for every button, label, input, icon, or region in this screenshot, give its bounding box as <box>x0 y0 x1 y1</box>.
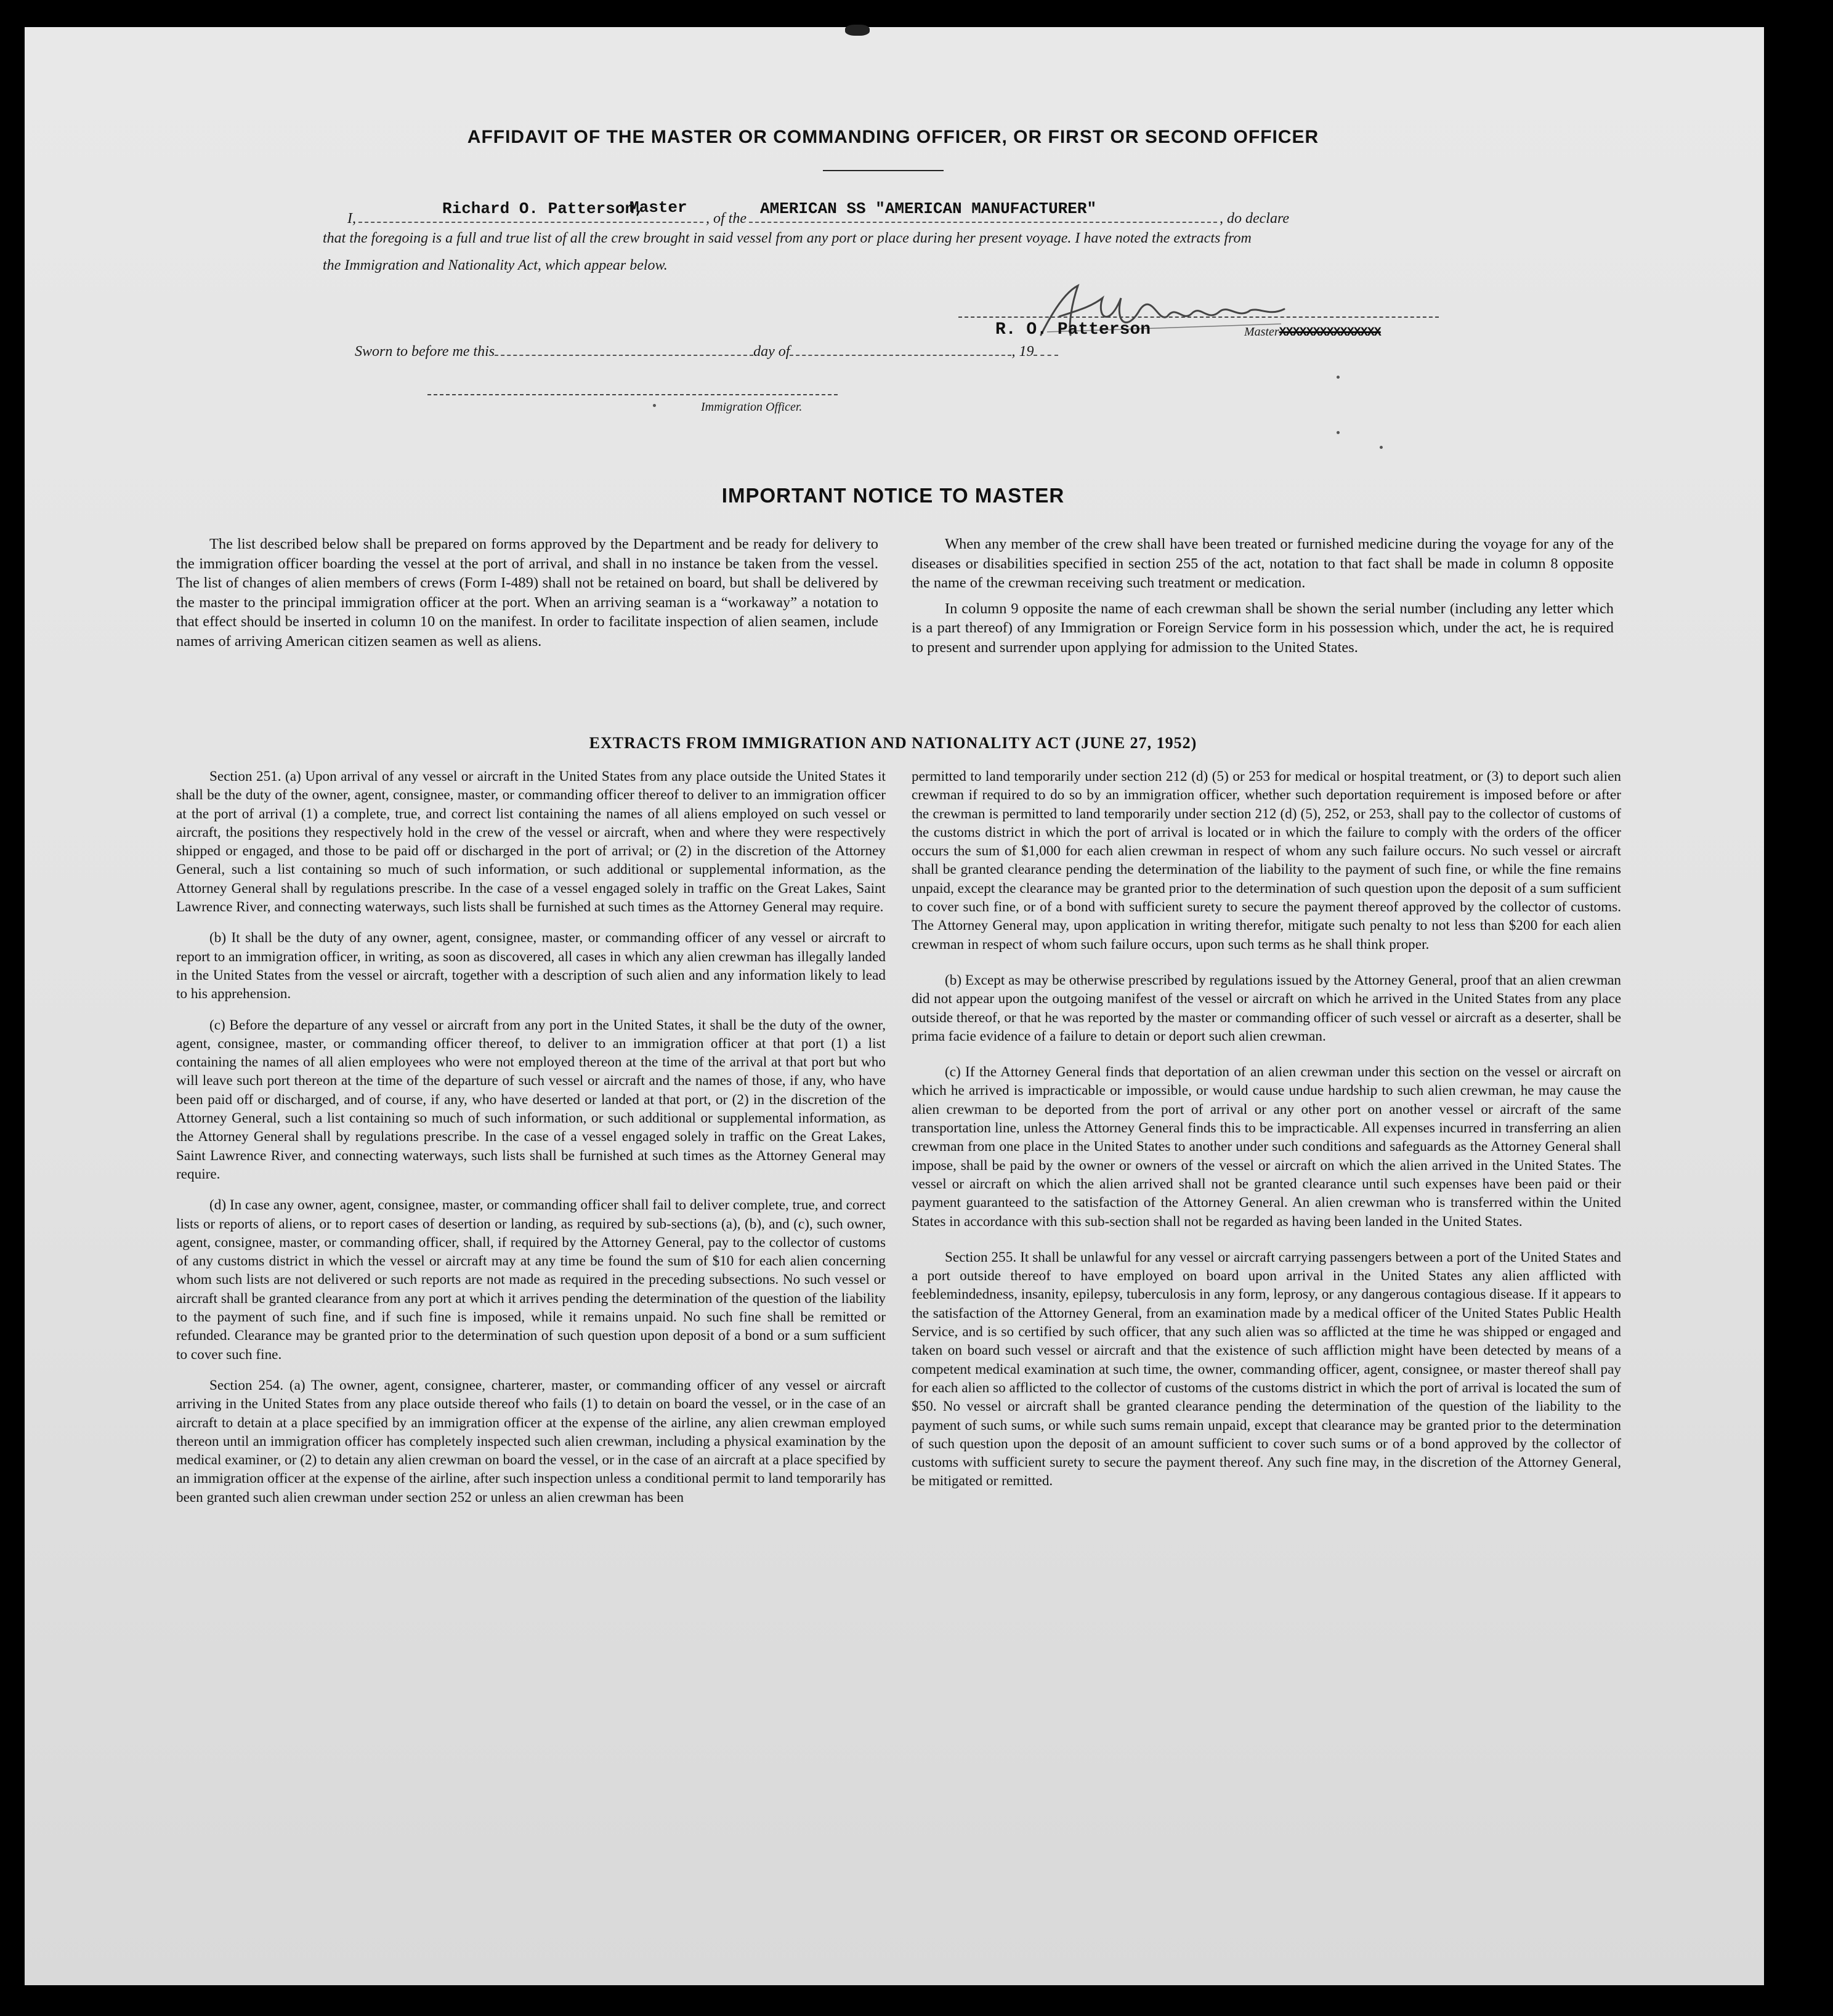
master-title-line <box>1244 325 1381 340</box>
notice-left-paragraph: The list described below shall be prepared on forms approved by the Department and be ready for delivery to the immigration officer boarding the vessel at the port of arrival, and shall in no instance be taken from the vessel. The list of changes of alien members of crews (Form I-489) shall not be retained on board, but shall be delivered by the master to the principal immigration officer at the port. When an arriving seaman is a “workaway” a notation to that effect should be inserted in column 10 on the manifest. In order to facilitate inspection of alien seamen, include names of arriving American citizen seamen as well as aliens. <box>176 536 878 650</box>
document-page <box>25 27 1764 1985</box>
section-255: Section 255. It shall be unlawful for any vessel or aircraft carrying passengers between a port of the United States and a port outside thereof to have employed on board upon arrival in the United States any alien afflicted with feeblemindedness, insanity, epilepsy, tuberculosis in any form, leprosy, or any dangerous contagious disease. If it appears to the satisfaction of the Attorney General, from an examination made by a medical officer of the United States Public Health Service, and is so certified by such officer, that any such alien was so afflicted at the time he was shipped or engaged and taken on board such vessel or aircraft and that the existence of such affliction might have been detected by means of a competent medical examination at such time, the owner, commanding officer, agent, consignee, or master thereof shall pay for each alien so afflicted to the collector of customs of the customs district in which the port of arrival is located the sum of $50. No vessel or aircraft shall be granted clearance pending the determination of the question of the liability to the payment of such sums, or while such sums remain unpaid, except that clearance may be granted prior to the determination of such question upon the deposit of an amount sufficient to cover such sums or of a bond approved by the collector of customs with sufficient surety to secure the payment thereof. Any such fine may, in the discretion of the Attorney General, be mitigated or remitted. <box>912 1249 1621 1490</box>
declaration-line-1 <box>347 198 1481 227</box>
extracts-right-column <box>912 767 1621 1503</box>
declare-prefix: I, <box>347 211 356 227</box>
notice-title: IMPORTANT NOTICE TO MASTER <box>721 484 1065 507</box>
typed-signature: R. O. Patterson <box>995 320 1151 339</box>
sworn-day-field <box>495 355 753 356</box>
section-251-c: (c) Before the departure of any vessel or aircraft from any port in the United States, it shall be the duty of the owner, agent, consignee, master, or commanding officer thereof, to deliver to an immigration officer at that port (1) a list containing the names of all alien employees who were not employed thereon at the time of the arrival at that port but who will leave such port thereon at the time of the departure of such vessel or aircraft and the names of those, if any, who have been paid off or discharged, and of course, if any, who have deserted or landed at that port, or (2) in the discretion of the Attorney General, such a list containing so much of such information, or such additional or supplemental information, as the Attorney General shall by regulations prescribe. In the case of a vessel engaged solely in traffic on the Great Lakes, Saint Lawrence River, and connecting waterways, such lists shall be furnished at such times as the Attorney General may require. <box>176 1017 886 1182</box>
section-251-d: (d) In case any owner, agent, consignee, master, or commanding officer shall fail to deliver complete, true, and correct lists or reports of aliens, or to report cases of desertion or landing, as required by sub-sections (a), (b), and (c), such owner, agent, consignee, master, or commanding officer, shall, if required by the Attorney General, pay to the collector of customs of any customs district in which the vessel or aircraft may at any time be found the sum of $10 for each alien concerning whom such lists are not delivered or such reports are not made as required in the preceding subsections. No such vessel or aircraft shall be granted clearance from any port at which it arrives pending the determination of the question of the liability to the payment of such fine, and if such fine is imposed, while it remains unpaid. No such fine shall be remitted or refunded. Clearance may be granted prior to the determination of such question upon deposit of a bond or a sum sufficient to cover such fine. <box>176 1197 886 1363</box>
extracts-title: EXTRACTS FROM IMMIGRATION AND NATIONALITY ACT (JUNE 27, 1952) <box>589 734 1197 752</box>
officer-signature-line <box>427 394 838 395</box>
sworn-before-text: Sworn to before me this <box>355 344 495 360</box>
notice-right-paragraph-2: In column 9 opposite the name of each crewman shall be shown the serial number (including any letter which is a part thereof) of any Immigration or Foreign Service form in his possession which, under the act, he is required to present and surrender upon applying for admission to the United States. <box>912 600 1614 656</box>
notice-right-paragraph-1: When any member of the crew shall have been treated or furnished medicine during the voyage for any of the diseases or disabilities specified in section 255 of the act, notation to that fact shall be made in column 8 opposite the name of the crewman receiving such treatment or medication. <box>912 536 1614 592</box>
signature-line <box>958 317 1439 318</box>
extracts-left-column <box>176 767 886 1519</box>
name-typed: Richard O. Patterson, <box>442 200 644 218</box>
section-254-a-continued: permitted to land temporarily under section 212 (d) (5) or 253 for medical or hospital treatment, or (3) to deport such alien crewman if required to do so by an immigration officer, whether such deportation requirement is imposed before or after the crewman is permitted to land temporarily under section 212 (d) (5), 252, or 253, shall pay to the collector of customs of the customs district in which the port of arrival is located or in which the failure to comply with the orders of the officer occurs the sum of $1,000 for each alien crewman in respect of whom any such failure occurs. No such vessel or aircraft shall be granted clearance pending the determination of the liability to the payment of such fine, or while the fine remains unpaid, except the clearance may be granted prior to the determination of such question upon the deposit of a sum sufficient to cover such fine, or of a bond with sufficient surety to secure the payment thereof approved by the collector of customs. The Attorney General may, upon application in writing therefor, mitigate such penalty to not less than $200 for each alien crewman in respect of whom such failure occurs, upon such terms as he shall think proper. <box>912 768 1621 953</box>
year-prefix-text: , 19 <box>1011 344 1034 360</box>
sworn-line <box>355 344 1058 360</box>
vessel-typed: AMERICAN SS "AMERICAN MANUFACTURER" <box>760 200 1097 218</box>
scan-speck <box>1337 431 1340 434</box>
section-254-c: (c) If the Attorney General finds that deportation of an alien crewman under this section on the vessel or aircraft on which he arrived is impracticable or impossible, or would cause undue hardship to such alien crewman, he may cause the alien crewman to be deported from the port of arrival or any other port on another vessel or aircraft of the same transportation line, unless the Attorney General finds this to be impracticable. All expenses incurred in transferring an alien crewman from one place in the United States to another under such conditions and safeguards as the Attorney General shall impose, shall be paid by the owner or owners of the vessel or aircraft on which the alien arrived in the United States. The vessel or aircraft on which the alien arrived shall not be granted clearance until such expenses have been paid or their payment guaranteed to the satisfaction of the Attorney General. An alien crewman who is transferred within the United States in accordance with this sub-section shall not be regarded as having been landed in the United States. <box>912 1064 1621 1230</box>
rank-typed: Master <box>629 198 687 217</box>
scan-speck <box>653 404 656 407</box>
title-underline <box>823 170 944 171</box>
section-254-a: Section 254. (a) The owner, agent, consignee, charterer, master, or commanding officer of any vessel or aircraft arriving in the United States from any place outside thereof who fails (1) to detain on board the vessel, or in the case of an aircraft to detain at a place specified by an immigration officer at the expense of the airline, any alien crewman employed thereon until an immigration officer has completely inspected such alien crewman, including a physical examination by the medical examiner, or (2) to detain any alien crewman on board the vessel, or in the case of an aircraft at a place specified by an immigration officer at the expense of the airline, after such inspection unless a conditional permit to land temporarily has been granted such alien crewman under section 252 or unless an alien crewman has been <box>176 1377 886 1506</box>
of-the-text: , of the <box>706 211 747 227</box>
do-declare-text: , do declare <box>1220 211 1290 227</box>
scan-speck <box>1337 376 1340 379</box>
master-label: Master <box>1244 325 1279 339</box>
scan-mark <box>845 25 870 36</box>
section-251-b: (b) It shall be the duty of any owner, agent, consignee, master, or commanding officer of any vessel or aircraft to report to an immigration officer, in writing, as soon as discovered, all cases in which any alien crewman has illegally landed in the United States from the vessel or aircraft, together with a description of such alien and any information likely to lead to his apprehension. <box>176 930 886 1002</box>
notice-right-column <box>912 534 1614 670</box>
sworn-month-field <box>790 355 1011 356</box>
struck-out-stamp: XXXXXXXXXXXXXXX <box>1279 326 1381 340</box>
notice-left-column <box>176 534 878 664</box>
day-of-text: day of <box>753 344 790 360</box>
section-254-b: (b) Except as may be otherwise prescribed by regulations issued by the Attorney General, proof that an alien crewman did not appear upon the outgoing manifest of the vessel or aircraft on which he arrived in the United States from any place outside thereof, or that he was reported by the master or commanding officer of such vessel or aircraft as a deserter, shall be prima facie evidence of a failure to detain or deport such alien crewman. <box>912 972 1621 1044</box>
immigration-officer-label: Immigration Officer. <box>701 400 803 414</box>
name-field <box>358 198 703 223</box>
section-251-a: Section 251. (a) Upon arrival of any vessel or aircraft in the United States from any place outside the United States it shall be the duty of the owner, agent, consignee, master, or commanding officer thereof to deliver to an immigration officer at the port of arrival (1) a complete, true, and correct list containing the names of all aliens employed on such vessel or aircraft, the positions they respectively hold in the crew of the vessel or aircraft, when and where they were respectively shipped or engaged, and those to be paid off or discharged in the port of arrival; or (2) in the discretion of the Attorney General, such a list containing so much of such information, or such additional or supplemental information, as the Attorney General shall by regulations prescribe. In the case of a vessel engaged solely in traffic on the Great Lakes, Saint Lawrence River, and connecting waterways, such lists shall be furnished at such times as the Attorney General may require. <box>176 768 886 916</box>
vessel-field <box>749 200 1217 223</box>
scan-speck <box>1380 446 1383 449</box>
declaration-line-2: that the foregoing is a full and true list of all the crew brought in said vessel from any port or place during her present voyage. I have noted the extracts from <box>323 230 1252 246</box>
affidavit-title: AFFIDAVIT OF THE MASTER OR COMMANDING OFFICER, OR FIRST OR SECOND OFFICER <box>467 127 1319 147</box>
year-field <box>1034 355 1058 356</box>
declaration-line-3: the Immigration and Nationality Act, which appear below. <box>323 257 668 273</box>
